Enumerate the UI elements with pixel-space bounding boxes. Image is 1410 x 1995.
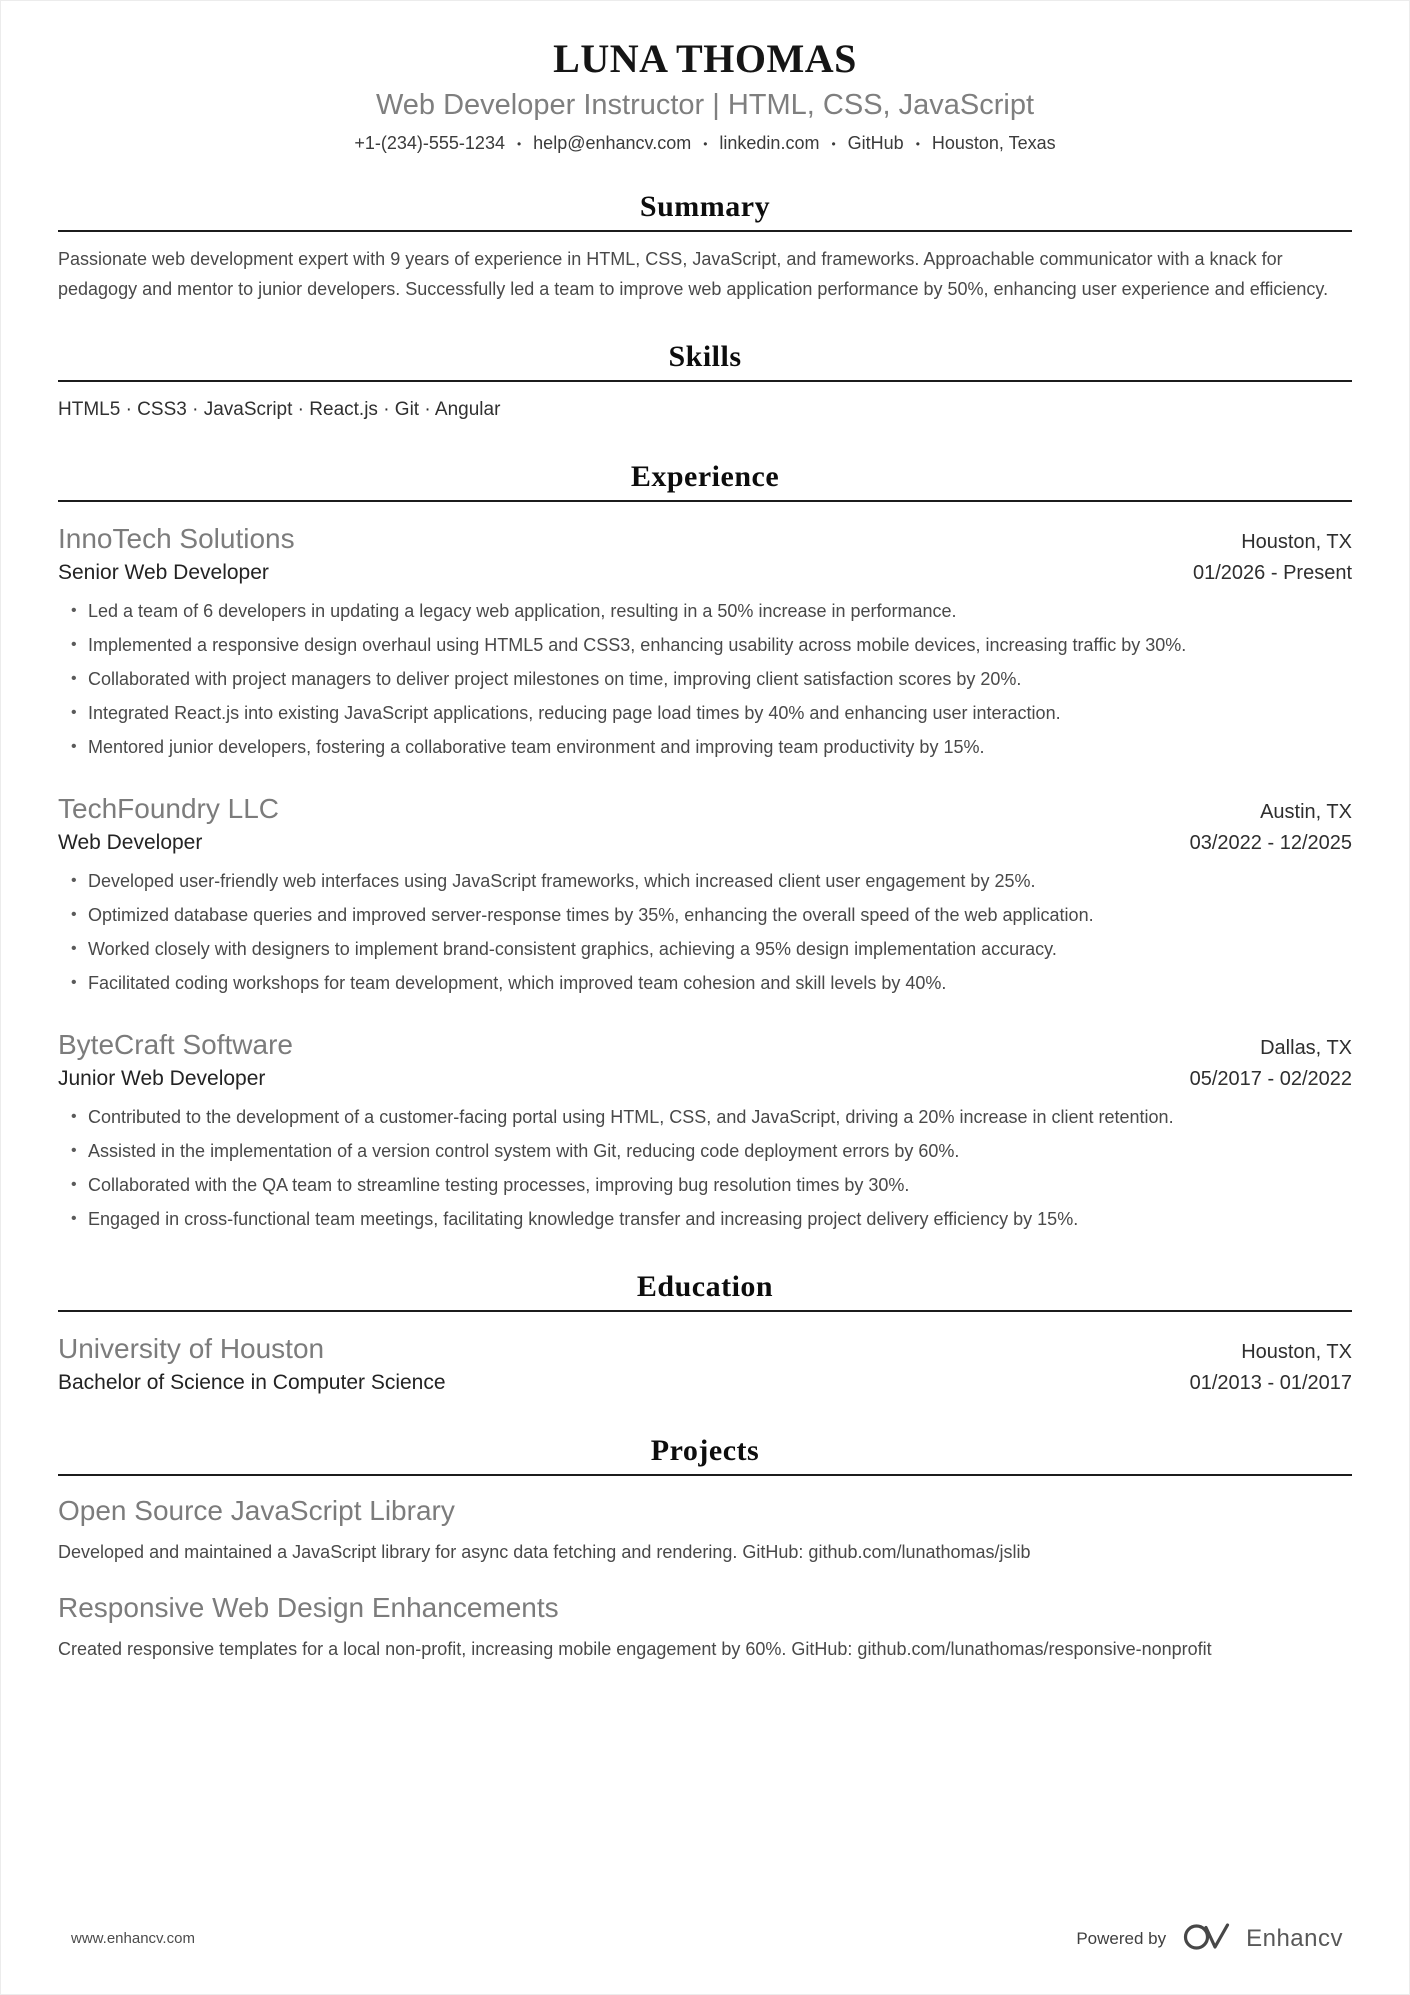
job-bullet: • Facilitated coding workshops for team development, which improved team cohesion and skill levels by 40%. bbox=[88, 968, 1352, 998]
education-dates: 01/2013 - 01/2017 bbox=[1189, 1372, 1352, 1394]
resume-header bbox=[58, 35, 1352, 154]
contact-phone: +1-(234)-555-1234 bbox=[354, 133, 505, 153]
resume-page bbox=[1, 1, 1409, 1994]
section-experience bbox=[58, 458, 1352, 1234]
footer-website-link[interactable]: www.enhancv.com bbox=[71, 1930, 195, 1947]
job-title: Senior Web Developer bbox=[58, 561, 269, 584]
job-bullets bbox=[58, 596, 1352, 762]
education-heading: Education bbox=[636, 1270, 774, 1303]
job-dates: 05/2017 - 02/2022 bbox=[1189, 1068, 1352, 1090]
powered-by-group[interactable] bbox=[1076, 1919, 1343, 1958]
section-rule bbox=[58, 500, 1352, 502]
job-entry bbox=[58, 790, 1352, 998]
contact-linkedin[interactable]: linkedin.com bbox=[719, 133, 820, 153]
job-dates: 01/2026 - Present bbox=[1193, 562, 1352, 584]
job-title-row bbox=[58, 1063, 1352, 1094]
powered-by-label: Powered by bbox=[1076, 1928, 1167, 1948]
education-entry bbox=[58, 1330, 1352, 1398]
job-entry bbox=[58, 1026, 1352, 1234]
contact-github[interactable]: GitHub bbox=[847, 133, 904, 153]
candidate-title: Web Developer Instructor | HTML, CSS, JavaScript bbox=[375, 89, 1035, 121]
page-footer bbox=[1, 1919, 1409, 1958]
degree-name: Bachelor of Science in Computer Science bbox=[58, 1371, 446, 1394]
section-rule bbox=[58, 1474, 1352, 1476]
section-rule bbox=[58, 1310, 1352, 1312]
job-location: Dallas, TX bbox=[1260, 1037, 1352, 1059]
job-title: Web Developer bbox=[58, 831, 203, 854]
job-bullet: • Engaged in cross-functional team meetings, facilitating knowledge transfer and increasing project delivery efficiency by 15%. bbox=[88, 1204, 1352, 1234]
job-bullet: • Optimized database queries and improved server-response times by 35%, enhancing the overall speed of the web application. bbox=[88, 900, 1352, 930]
project-name: Open Source JavaScript Library bbox=[58, 1495, 455, 1526]
section-summary bbox=[58, 188, 1352, 304]
job-bullet: • Collaborated with the QA team to streamline testing processes, improving bug resolution times by 30%. bbox=[88, 1170, 1352, 1200]
project-description: Created responsive templates for a local non-profit, increasing mobile engagement by 60%. GitHub: github.com/lunathomas/responsive-nonprofit bbox=[58, 1639, 1212, 1659]
bullet-separator-icon: • bbox=[703, 136, 708, 151]
bullet-separator-icon: • bbox=[831, 136, 836, 151]
project-description: Developed and maintained a JavaScript library for async data fetching and rendering. GitHub: github.com/lunathomas/jslib bbox=[58, 1542, 1031, 1562]
job-bullet: • Collaborated with project managers to deliver project milestones on time, improving client satisfaction scores by 20%. bbox=[88, 664, 1352, 694]
job-bullet: • Worked closely with designers to implement brand-consistent graphics, achieving a 95% design implementation accuracy. bbox=[88, 934, 1352, 964]
job-bullet: • Led a team of 6 developers in updating a legacy web application, resulting in a 50% increase in performance. bbox=[88, 596, 1352, 626]
contact-location: Houston, Texas bbox=[931, 133, 1056, 153]
education-location: Houston, TX bbox=[1241, 1341, 1352, 1363]
experience-heading: Experience bbox=[630, 460, 780, 493]
contact-email[interactable]: help@enhancv.com bbox=[533, 133, 692, 153]
job-title: Junior Web Developer bbox=[58, 1067, 266, 1090]
company-name: ByteCraft Software bbox=[58, 1029, 293, 1060]
job-header-row bbox=[58, 790, 1352, 827]
job-location: Austin, TX bbox=[1260, 801, 1352, 823]
project-entry bbox=[58, 1492, 1352, 1567]
company-name: TechFoundry LLC bbox=[58, 793, 280, 824]
enhancv-logo-icon bbox=[1182, 1919, 1230, 1958]
company-name: InnoTech Solutions bbox=[58, 523, 295, 554]
project-entry bbox=[58, 1589, 1352, 1664]
job-bullet: • Assisted in the implementation of a version control system with Git, reducing code deployment errors by 60%. bbox=[88, 1136, 1352, 1166]
job-bullet: • Developed user-friendly web interfaces using JavaScript frameworks, which increased client user engagement by 25%. bbox=[88, 866, 1352, 896]
section-rule bbox=[58, 380, 1352, 382]
job-title-row bbox=[58, 557, 1352, 588]
section-skills bbox=[58, 338, 1352, 424]
summary-heading: Summary bbox=[639, 190, 771, 223]
school-name: University of Houston bbox=[58, 1333, 325, 1364]
job-bullet: • Implemented a responsive design overhaul using HTML5 and CSS3, enhancing usability across mobile devices, increasing traffic by 30%. bbox=[88, 630, 1352, 660]
section-projects bbox=[58, 1432, 1352, 1664]
job-entry bbox=[58, 520, 1352, 762]
education-header-row bbox=[58, 1330, 1352, 1367]
contact-row bbox=[58, 133, 1352, 154]
job-bullets bbox=[58, 1102, 1352, 1234]
section-rule bbox=[58, 230, 1352, 232]
skills-heading: Skills bbox=[668, 340, 742, 373]
section-education bbox=[58, 1268, 1352, 1398]
projects-heading: Projects bbox=[650, 1434, 760, 1467]
job-bullet: • Contributed to the development of a customer-facing portal using HTML, CSS, and JavaScript, driving a 20% increase in client retention. bbox=[88, 1102, 1352, 1132]
bullet-separator-icon: • bbox=[516, 136, 522, 151]
enhancv-wordmark: Enhancv bbox=[1246, 1924, 1343, 1952]
job-dates: 03/2022 - 12/2025 bbox=[1189, 832, 1352, 854]
summary-text: Passionate web development expert with 9 years of experience in HTML, CSS, JavaScript, and frameworks. Approachable communicator with a knack for pedagogy and mentor to junior developers. Successfully led a team to improve web application performance by 50%, enhancing user experience and efficiency. bbox=[58, 249, 1329, 299]
job-header-row bbox=[58, 520, 1352, 557]
job-bullet: • Integrated React.js into existing JavaScript applications, reducing page load times by 40% and enhancing user interaction. bbox=[88, 698, 1352, 728]
job-header-row bbox=[58, 1026, 1352, 1063]
job-bullets bbox=[58, 866, 1352, 998]
skills-list: HTML5 · CSS3 · JavaScript · React.js · Git · Angular bbox=[58, 399, 501, 420]
education-degree-row bbox=[58, 1367, 1352, 1398]
job-location: Houston, TX bbox=[1241, 531, 1352, 553]
project-name: Responsive Web Design Enhancements bbox=[58, 1592, 559, 1623]
candidate-name: LUNA THOMAS bbox=[553, 36, 857, 81]
bullet-separator-icon: • bbox=[915, 136, 920, 151]
job-bullet: • Mentored junior developers, fostering a collaborative team environment and improving team productivity by 15%. bbox=[88, 732, 1352, 762]
job-title-row bbox=[58, 827, 1352, 858]
